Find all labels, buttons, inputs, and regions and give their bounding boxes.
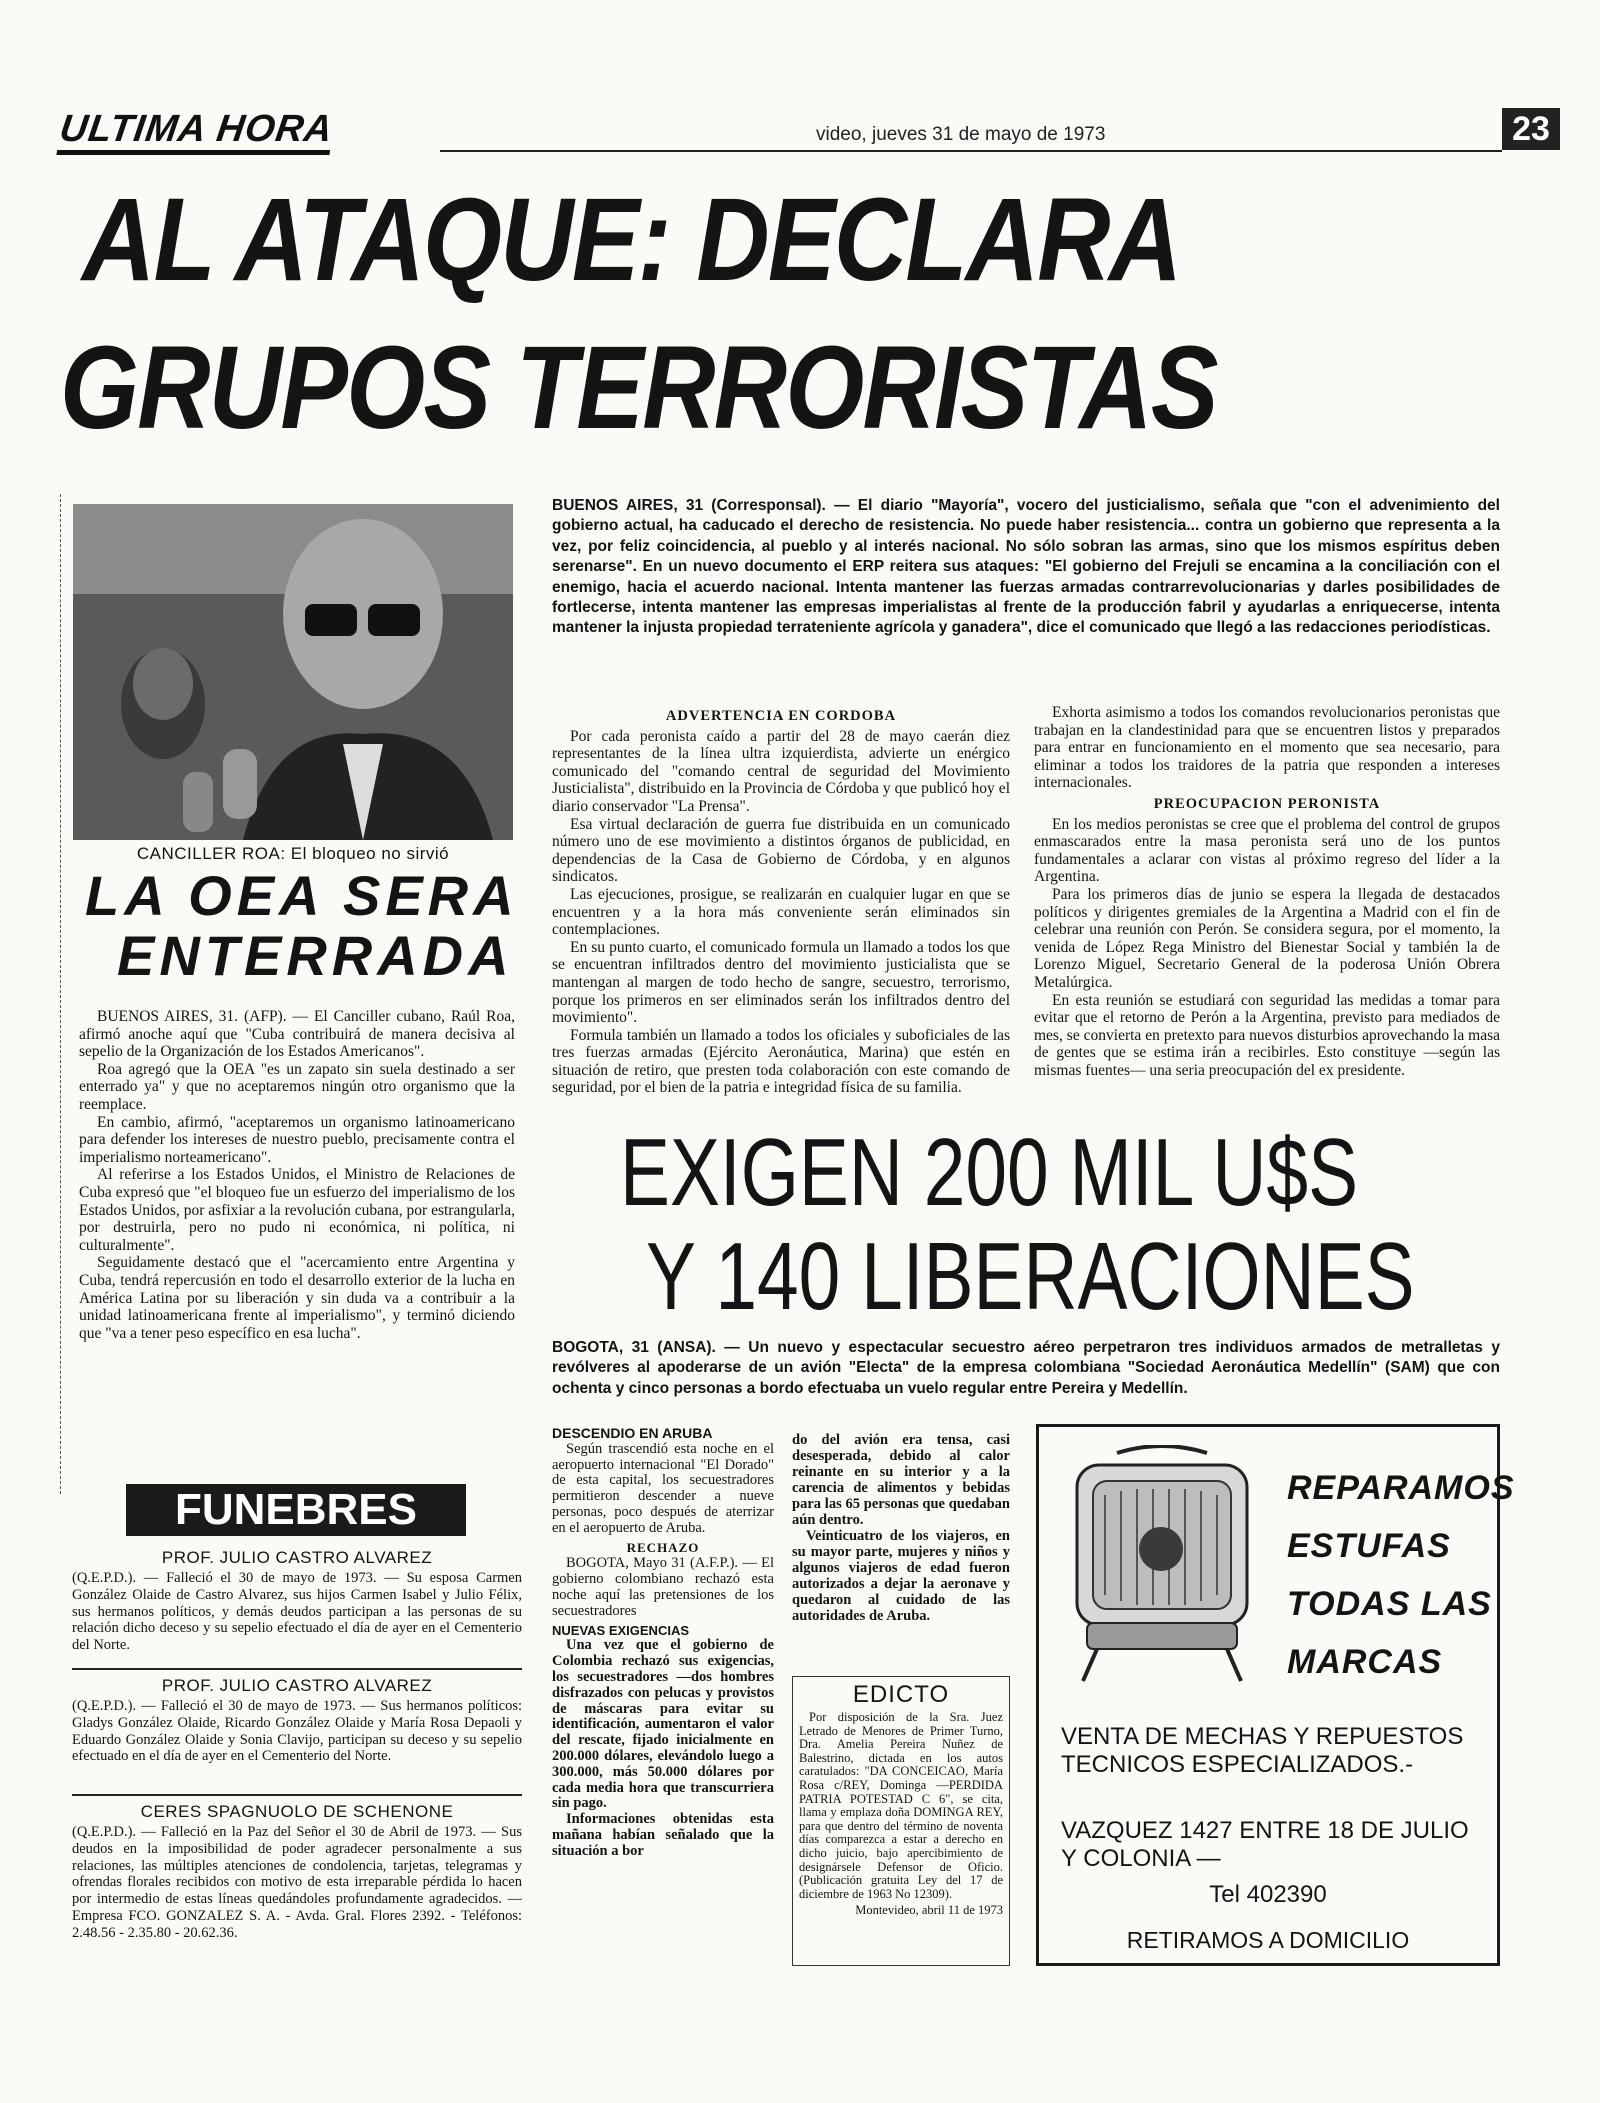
hijack-col1 [552, 1426, 774, 1860]
main-paragraph: Las ejecuciones, prosigue, se realizarán en cualquier lugar en que se encuentren y a la hora más conveniente serán eliminados sin contemplaciones. [552, 885, 1010, 939]
ad-phone: Tel 402390 [1209, 1881, 1327, 1908]
hijack-text: BOGOTA, Mayo 31 (A.F.P.). — El gobierno colombiano rechazó esta noche aquí las pretensiones de los secuestradores [552, 1555, 774, 1619]
hijack-text: do del avión era tensa, casi desesperada, debido al calor reinante en su interior y a la carencia de alimentos y bebidas para las 65 personas que quedaban aún dentro. [792, 1432, 1010, 1528]
funebre-name: PROF. JULIO CASTRO ALVAREZ [161, 1548, 433, 1567]
oea-story-body [79, 1008, 515, 1342]
funebre-name: PROF. JULIO CASTRO ALVAREZ [161, 1676, 433, 1695]
main-headline-line2: GRUPOS TERRORISTAS [60, 322, 1217, 454]
main-paragraph: Para los primeros días de junio se espera la llegada de destacados políticos y dirigentes gremiales de la Argentina a Madrid con el fin de celebrar una reunión con Perón. Se considera segura, por el momento, la venida de López Rega Ministro del Bienestar Social y también la de Lorenzo Miguel, Secretario General de la poderosa Unión Obrera Metalúrgica. [1034, 885, 1500, 991]
funebres-title: FUNEBRES [126, 1484, 466, 1536]
hijack-headline-line2: Y 140 LIBERACIONES [646, 1223, 1415, 1330]
page-number: 23 [1502, 108, 1560, 150]
edicto-text: Por disposición de la Sra. Juez Letrado de Menores de Primer Turno, Dra. Amelia Pereira Nuñez de Balestrino, dictada en los autos caratulados: "DA CONCEICAO, María Rosa c/REY, Dominga —PERDIDA PATRIA POTESTAD C 6", se cita, llama y emplaza doña DOMINGA REY, para que dentro del término de noventa días comparezca a estar a derecho en dicho juicio, bajo apercibimiento de designársele Defensor de Oficio. (Publicación gratuita Ley del 17 de diciembre de 1963 No 12309). [799, 1710, 1003, 1901]
masthead-rule [440, 150, 1502, 152]
funebres-section [72, 1484, 522, 1964]
main-paragraph: En su punto cuarto, el comunicado formula un llamado a todos los que se encuentran infiltrados dentro del movimiento justicialista que se mantengan al margen de todo hecho de sangre, secuestro, terrorismo, porque los primeros en ser eliminados serán los infiltrados dentro del movimiento". [552, 938, 1010, 1027]
hijack-col2 [792, 1432, 1010, 1624]
oea-paragraph: Al referirse a los Estados Unidos, el Ministro de Relaciones de Cuba expresó que "el bloqueo fue un esfuerzo del imperialismo de los Estados Unidos, por asfixiar a la revolución cubana, por estrangularla, por destruirla, pero no pudo ni económica, ni política, ni culturalmente". [79, 1166, 515, 1254]
ad-headline-3: TODAS LAS [1287, 1585, 1492, 1623]
funebre-text: (Q.E.P.D.). — Falleció el 30 de mayo de 1973. — Sus hermanos políticos: Gladys González Olaide, Ricardo González Olaide y María Rosa Depaoli y Eduardo González Olaide y Sonia Clavijo, participan su deceso y su sepelio efectuado en el día de ayer en el Cementerio del Norte. [72, 1698, 522, 1765]
ad-headline-1: REPARAMOS [1287, 1469, 1515, 1507]
photo-caption: CANCILLER ROA: El bloqueo no sirvió [136, 844, 450, 863]
subhead-preocupacion: PREOCUPACION PERONISTA [1153, 795, 1381, 812]
dateline: video, jueves 31 de mayo de 1973 [816, 124, 1106, 145]
stove-illustration [1057, 1445, 1279, 1685]
edicto-title: EDICTO [852, 1681, 950, 1708]
main-paragraph: En los medios peronistas se cree que el problema del control de grupos enmascarados entre la masa peronista será uno de los puntos fundamentales a aclarar con vistas al próximo regreso del líder a la Argentina. [1034, 815, 1500, 886]
masthead [57, 102, 1550, 162]
hijack-text: Según trascendió esta noche en el aeropuerto internacional "El Dorado" de esta capital, los secuestradores permitieron descender a nueve personas, poco después de aterrizar en el aeropuerto de Aruba. [552, 1440, 774, 1536]
funebre-name: CERES SPAGNUOLO DE SCHENONE [140, 1802, 454, 1821]
hijack-lead: BOGOTA, 31 (ANSA). — Un nuevo y espectacular secuestro aéreo perpetraron tres individuos armados de metralletas y revólveres al apoderarse de un avión "Electa" de la empresa colombiana "Sociedad Aeronáutica Medellín" (SAM) que con ochenta y cinco personas a bordo efectuaba un vuelo regular entre Pereira y Medellín. [552, 1339, 1500, 1397]
hijack-text: Una vez que el gobierno de Colombia rechazó sus exigencias, los secuestradores —dos hombres disfrazados con pelucas y provistos de máscaras para evitar su identificación, aumentaron el valor del rescate, fijado inicialmente en 200.000 dólares, elevándolo luego a 300.000, más 50.000 dólares por cada media hora que transcurriera sin pago. [552, 1637, 774, 1812]
main-paragraph: Formula también un llamado a todos los oficiales y suboficiales de las tres fuerzas armadas (Ejército Aeronáutica, Marina) que estén en situación de retiro, que presten toda colaboración con este comando de seguridad, por el bien de la patria e integridad física de su familia. [552, 1026, 1010, 1097]
hijack-text: Informaciones obtenidas esta mañana habían señalado que la situación a bor [552, 1811, 774, 1859]
stove-repair-ad [1036, 1424, 1515, 1966]
oea-headline-line2: ENTERRADA [117, 924, 514, 987]
ad-headline-4: MARCAS [1287, 1643, 1443, 1681]
funebre-text: (Q.E.P.D.). — Falleció el 30 de mayo de 1973. — Su esposa Carmen González Olaide de Castro Alvarez, sus hijos Carmen Isabel y Julio Félix, sus hermanos políticos, y demás deudos participan a las personas de su relación dicho deceso y su sepelio efectuado el día de ayer en el Cementerio del Norte. [72, 1570, 522, 1654]
hijack-text: Veinticuatro de los viajeros, en su mayor parte, mujeres y niños y algunos viajeros de edad fueron autorizados a dejar la aeronave y quedaron al cuidado de las autoridades de Aruba. [792, 1528, 1010, 1624]
roa-photo [73, 504, 513, 840]
edicto-signature: Montevideo, abril 11 de 1973 [855, 1903, 1003, 1918]
ad-address: VAZQUEZ 1427 ENTRE 18 DE JULIO Y COLONIA — [1061, 1817, 1469, 1872]
main-story-lead: BUENOS AIRES, 31 (Corresponsal). — El diario "Mayoría", vocero del justicialismo, señala que "con el advenimiento del gobierno actual, ha caducado el derecho de resistencia. No puede haber resistencia... contra un gobierno que representa a la vez, por feliz coincidencia, al pueblo y al interés nacional. No sólo sobran las armas, sino que los mismos espíritus deben serenarse". En un nuevo documento el ERP reitera sus ataques: "El gobierno del Frejuli se encamina a la conciliación con el enemigo, hacia el acuerdo nacional. Intenta mantener las fuerzas armadas contrarrevolucionarias y darles posibilidades de fortlecerse, intenta mantener las empresas imperialistas al frente de la producción fabril y ayudarlas a enriquecerse, intenta mantener la injusta propiedad terrateniente agrícola y ganadera", dice el comunicado que llegó a las redacciones periodísticas. [552, 497, 1500, 637]
main-headline-line1: AL ATAQUE: DECLARA [82, 174, 1181, 306]
oea-paragraph: En cambio, afirmó, "aceptaremos un organismo latinoamericano para defender los intereses de nuestro pueblo, precisamente contra el imperialismo norteamericano". [79, 1113, 515, 1166]
newspaper-logo: ULTIMA HORA [57, 108, 336, 151]
funebre-notice [72, 1796, 522, 1942]
subhead-advertencia: ADVERTENCIA EN CORDOBA [665, 708, 897, 724]
subhead-aruba: DESCENDIO EN ARUBA [552, 1425, 713, 1441]
ad-body: VENTA DE MECHAS Y REPUESTOS TECNICOS ESPECIALIZADOS.- [1061, 1723, 1464, 1778]
oea-headline-line1: LA OEA SERA [85, 864, 519, 927]
ad-footer: RETIRAMOS A DOMICILIO [1126, 1927, 1410, 1953]
main-paragraph: Por cada peronista caído a partir del 28 de mayo caerán diez representantes de la línea ultra izquierdista, advierte un enérgico comunicado del "comando central de seguridad del Movimiento Justicialista", distribuido en la Provincia de Córdoba y que publicó hoy el diario conservador "La Prensa". [552, 727, 1010, 815]
oea-paragraph: BUENOS AIRES, 31. (AFP). — El Canciller cubano, Raúl Roa, afirmó anoche aquí que "Cuba contribuirá de manera decisiva al sepelio de la Organización de los Estados Americanos". [79, 1008, 515, 1061]
main-paragraph: En esta reunión se estudiará con seguridad las medidas a tomar para evitar que el retorno de Perón a la Argentina, previsto para mediados de mes, se convierta en pretexto para nuevos disturbios aprovechando la masa de gentes que se estima irán a recibirles. Esto constituye —según las mismas fuentes— una seria preocupación del ex presidente. [1034, 991, 1500, 1079]
funebre-notice [72, 1670, 522, 1765]
oea-paragraph: Roa agregó que la OEA "es un zapato sin suela destinado a ser enterrado ya" y que no aceptaremos ningún otro organismo que la reemplace. [79, 1060, 515, 1113]
edicto-box [792, 1676, 1010, 1966]
hijack-headline-line1: EXIGEN 200 MIL U$S [620, 1119, 1359, 1226]
main-story-col1 [552, 704, 1010, 1097]
main-story-col2 [1034, 704, 1500, 1079]
subhead-exigencias: NUEVAS EXIGENCIAS [552, 1622, 690, 1638]
subhead-rechazo: RECHAZO [626, 1539, 700, 1555]
funebre-text: (Q.E.P.D.). — Falleció en la Paz del Señor el 30 de Abril de 1973. — Sus deudos en la imposibilidad de poder agradecer personalmente a sus relaciones, las múltiples atenciones de condolencia, tarjetas, telegramas y ofrendas florales recibidos con motivo de esta irreparable pérdida lo hacen por intermedio de estas líneas quedándoles profundamente agradecidos. — Empresa FCO. GONZALEZ S. A. - Avda. Gral. Flores 2392. - Teléfonos: 2.48.56 - 2.35.80 - 20.62.36. [72, 1824, 522, 1941]
oea-paragraph: Seguidamente destacó que el "acercamiento entre Argentina y Cuba, tendrá repercusión en todo el desarrollo exterior de la lucha en América Latina por su liberación y sin duda va a contribuir a la unidad latinoamericana frente al imperialismo", y terminó diciendo que "va a tener peso específico en esa lucha". [79, 1254, 515, 1342]
ad-headline-2: ESTUFAS [1287, 1527, 1451, 1565]
left-column [60, 494, 526, 1494]
main-paragraph: Exhorta asimismo a todos los comandos revolucionarios peronistas que trabajan en la clandestinidad para que se encuentren listos y preparados para entrar en funcionamiento en el momento que sea necesario, para eliminar a todos los traidores de la patria que responden a intereses internacionales. [1034, 704, 1500, 792]
funebre-notice [72, 1542, 522, 1654]
main-paragraph: Esa virtual declaración de guerra fue distribuida en un comunicado número uno de ese movimiento a distintos órganos de publicidad, en dependencias de la Casa de Gobierno de Córdoba, y en algunos sindicatos. [552, 815, 1010, 886]
